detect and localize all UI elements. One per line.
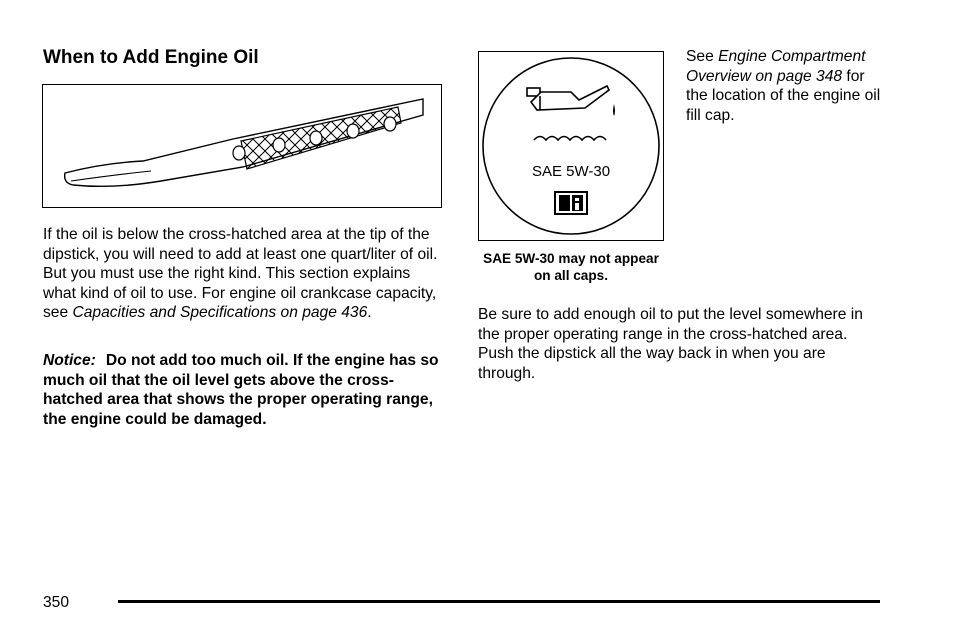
engine-compartment-link[interactable]: Engine Compartment Overview on page 348 (686, 48, 866, 85)
section-heading: When to Add Engine Oil (43, 47, 259, 68)
oil-level-paragraph (43, 225, 443, 323)
cap-caption: SAE 5W-30 may not appear on all caps. (483, 251, 659, 283)
add-oil-paragraph: Be sure to add enough oil to put the level somewhere in the proper operating range in the cross-hatched area. Push the dipstick all the way back in when you are through. (478, 306, 863, 382)
notice-text: Do not add too much oil. If the engine has so much oil that the oil level gets above the cross-hatched area that shows the proper operating range, the engine could be damaged. (43, 352, 439, 428)
dipstick-illustration (42, 84, 442, 208)
para1-end: . (367, 304, 372, 322)
cap-label: SAE 5W-30 (531, 163, 611, 180)
oil-can-icon (527, 86, 609, 110)
dipstick-drawing (43, 85, 441, 207)
para1-text: If the oil is below the cross-hatched area at the tip of the dipstick, you will need to add at least one quart/liter of oil. But you must use the right kind. This section explains what kind of oil to use. For engine oil crankcase capacity, see (43, 226, 438, 322)
oil-drop-icon (613, 104, 615, 116)
oil-level-waves (534, 137, 606, 141)
capacities-reference-link[interactable]: Capacities and Specifications on page 436 (72, 304, 368, 322)
owners-manual-icon (555, 192, 587, 214)
oil-cap-illustration (478, 51, 664, 241)
page-number: 350 (43, 594, 70, 611)
see-suffix: for the location of the engine oil fill cap. (686, 67, 881, 124)
notice-block (43, 351, 443, 429)
oil-cap-drawing (479, 52, 663, 240)
footer-rule (118, 600, 880, 603)
see-reference-paragraph (686, 47, 886, 125)
notice-label: Notice: (43, 352, 96, 369)
see-prefix: See (686, 48, 719, 65)
